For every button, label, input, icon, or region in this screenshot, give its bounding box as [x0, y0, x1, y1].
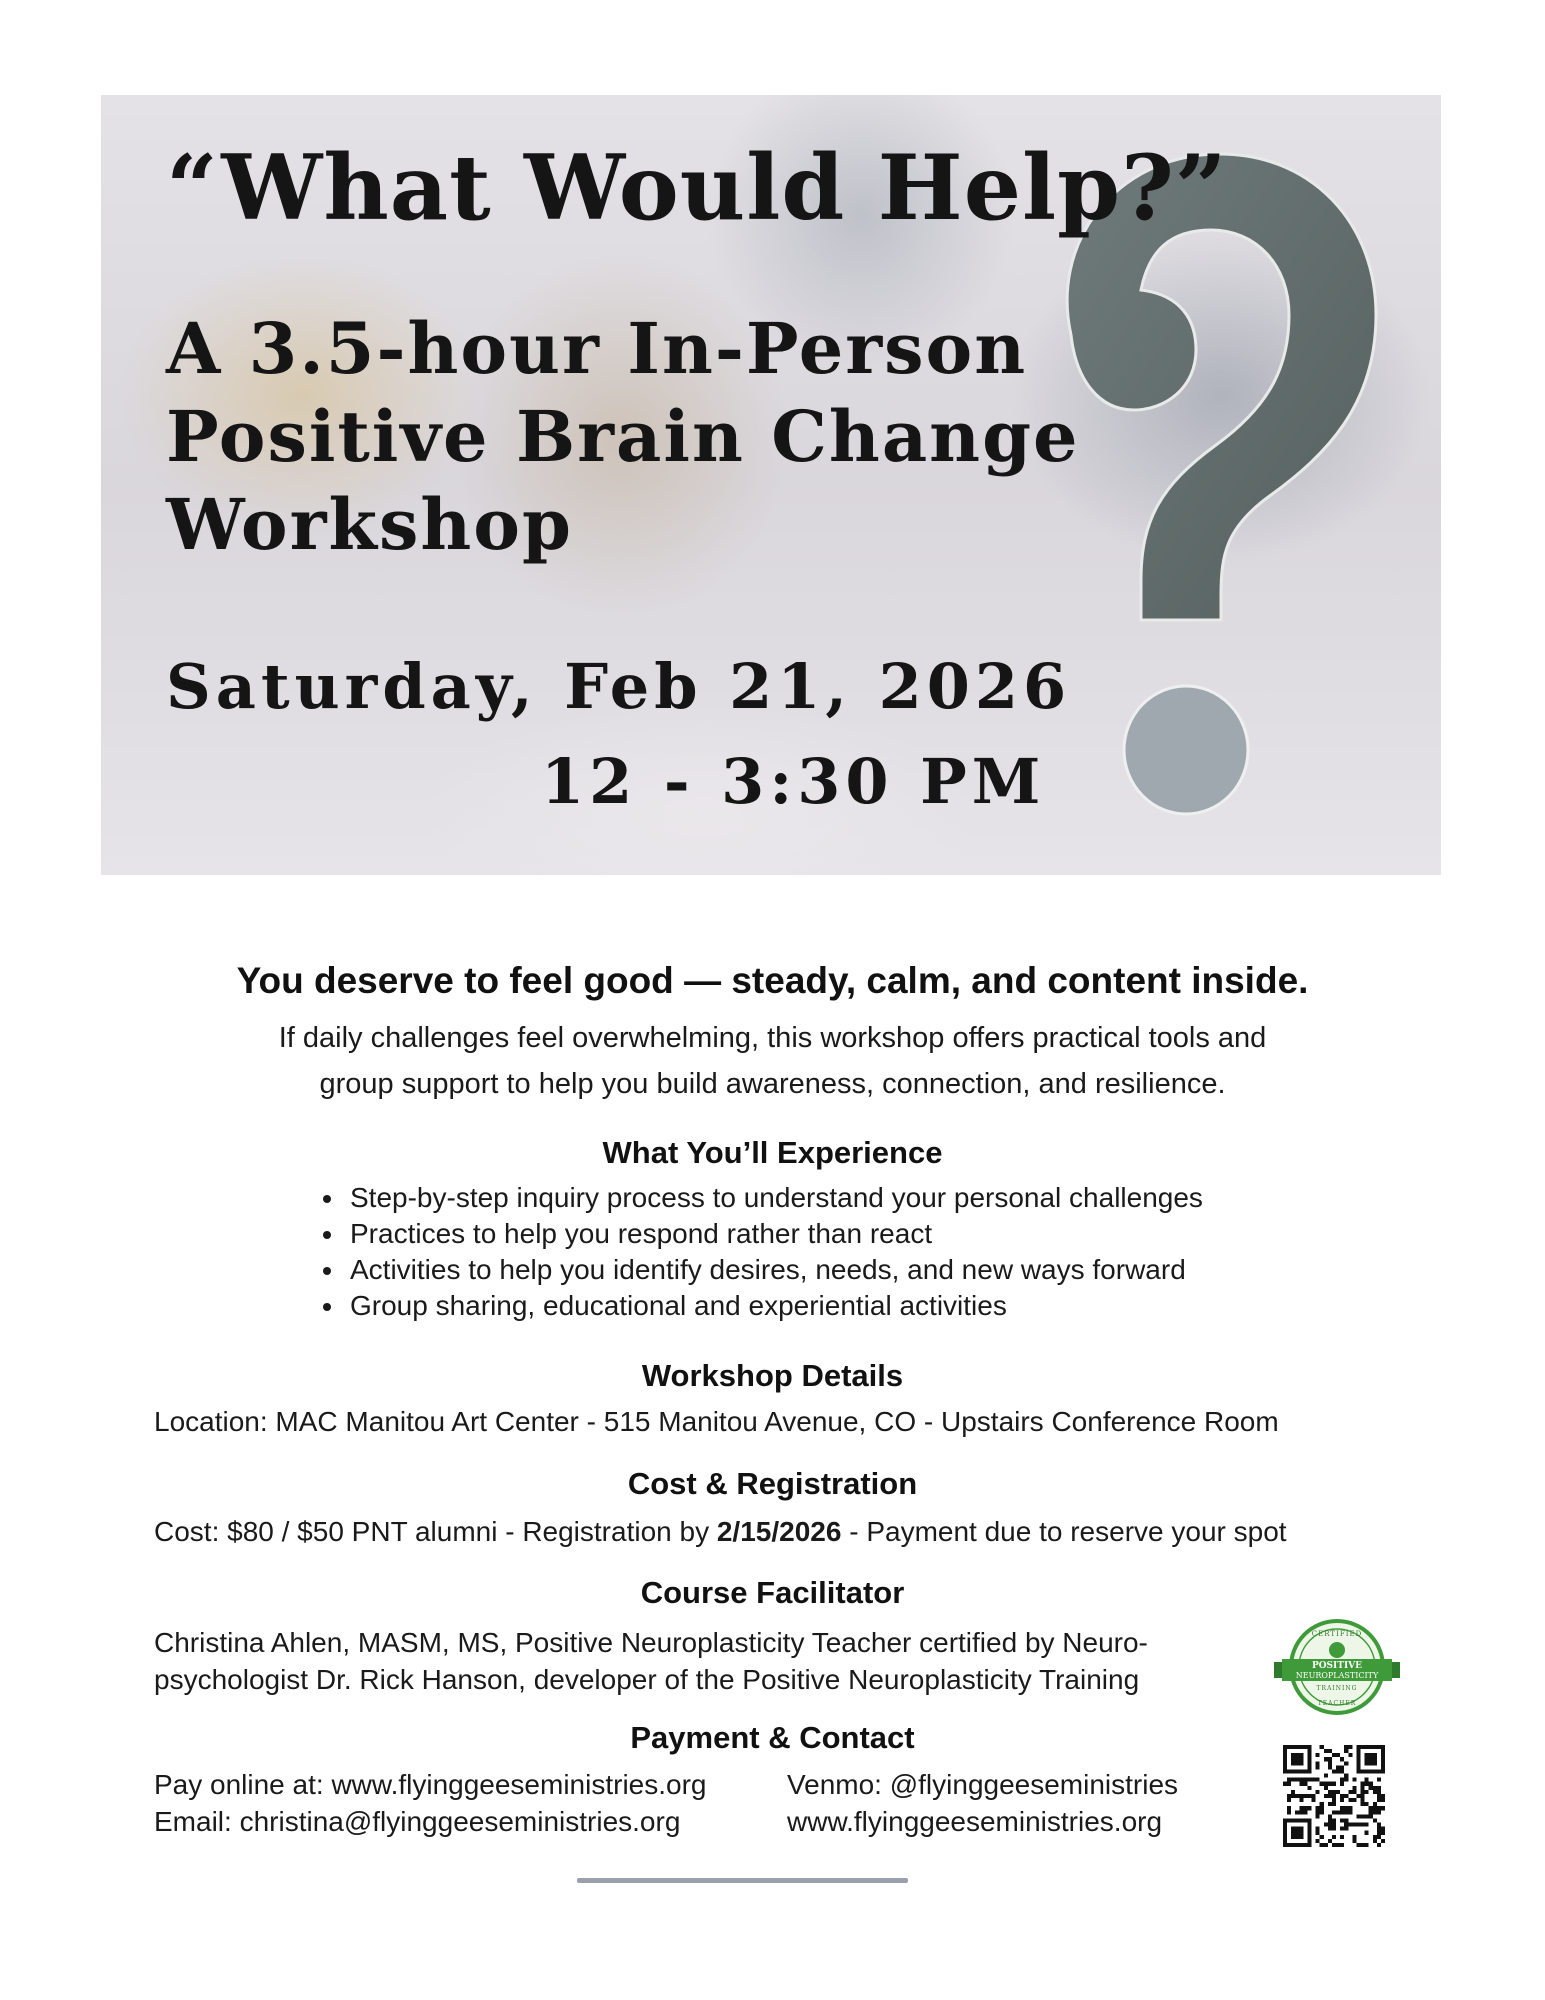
- list-item: • Activities to help you identify desires, needs, and new ways forward: [346, 1252, 1203, 1288]
- tagline: You deserve to feel good — steady, calm, and content inside.: [236, 960, 1309, 1001]
- event-time: 12 - 3:30 PM: [541, 745, 1046, 818]
- badge-line3: TRAINING: [1316, 1685, 1358, 1692]
- badge-bottom-text: TEACHER: [1317, 1700, 1357, 1707]
- list-item: • Step-by-step inquiry process to understand your personal challenges: [346, 1180, 1203, 1216]
- details-heading: Workshop Details: [641, 1358, 904, 1393]
- hero-subtitle-line: A 3.5-hour In-Person: [166, 307, 1028, 390]
- hero-subtitle-line: Positive Brain Change: [166, 395, 1080, 478]
- email-text: Email: christina@flyinggeeseministries.org: [154, 1806, 681, 1837]
- list-item: • Practices to help you respond rather than react: [346, 1216, 1203, 1252]
- badge-line2: NEUROPLASTICITY: [1295, 1671, 1379, 1680]
- payment-heading: Payment & Contact: [630, 1720, 915, 1755]
- badge-line1: POSITIVE: [1311, 1661, 1363, 1671]
- location-text: Location: MAC Manitou Art Center - 515 Manitou Avenue, CO - Upstairs Conference Room: [154, 1406, 1279, 1437]
- cost-prefix: Cost: $80 / $50 PNT alumni - Registration by: [154, 1516, 717, 1547]
- cost-suffix: - Payment due to reserve your spot: [841, 1516, 1287, 1547]
- facilitator-bio: [154, 1624, 1244, 1698]
- pay-online-text: Pay online at: www.flyinggeeseministries.org: [154, 1769, 707, 1800]
- venmo-text: Venmo: @flyinggeeseministries: [787, 1769, 1179, 1800]
- badge-top-text: CERTIFIED: [1311, 1630, 1363, 1638]
- facilitator-heading: Course Facilitator: [640, 1575, 905, 1610]
- intro-line: group support to help you build awareness, connection, and resilience.: [319, 1068, 1226, 1100]
- footer-divider: [577, 1878, 908, 1883]
- intro-text: [0, 1015, 1545, 1107]
- facilitator-line: Christina Ahlen, MASM, MS, Positive Neuroplasticity Teacher certified by Neuro-: [154, 1627, 1148, 1658]
- event-date: Saturday, Feb 21, 2026: [166, 650, 1072, 723]
- experience-heading: What You’ll Experience: [602, 1135, 943, 1170]
- cost-heading: Cost & Registration: [627, 1466, 918, 1501]
- website-text: www.flyinggeeseministries.org: [787, 1806, 1163, 1837]
- cost-text: [154, 1516, 1287, 1548]
- hero-banner: [101, 95, 1441, 875]
- qr-code[interactable]: [1283, 1745, 1385, 1847]
- hero-title: “What Would Help?”: [166, 135, 1228, 241]
- facilitator-line: psychologist Dr. Rick Hanson, developer of the Positive Neuroplasticity Training: [154, 1664, 1140, 1695]
- registration-deadline: 2/15/2026: [716, 1516, 842, 1547]
- intro-line: If daily challenges feel overwhelming, this workshop offers practical tools and: [278, 1022, 1267, 1054]
- hero-subtitle: [166, 305, 1080, 569]
- brain-icon: [1329, 1642, 1345, 1658]
- payment-left-column: [154, 1766, 706, 1840]
- payment-right-column: [787, 1766, 1178, 1840]
- experience-list: [320, 1180, 1203, 1324]
- hero-subtitle-line: Workshop: [166, 483, 573, 566]
- list-item: • Group sharing, educational and experiential activities: [346, 1288, 1203, 1324]
- pnt-certified-badge: [1272, 1612, 1402, 1722]
